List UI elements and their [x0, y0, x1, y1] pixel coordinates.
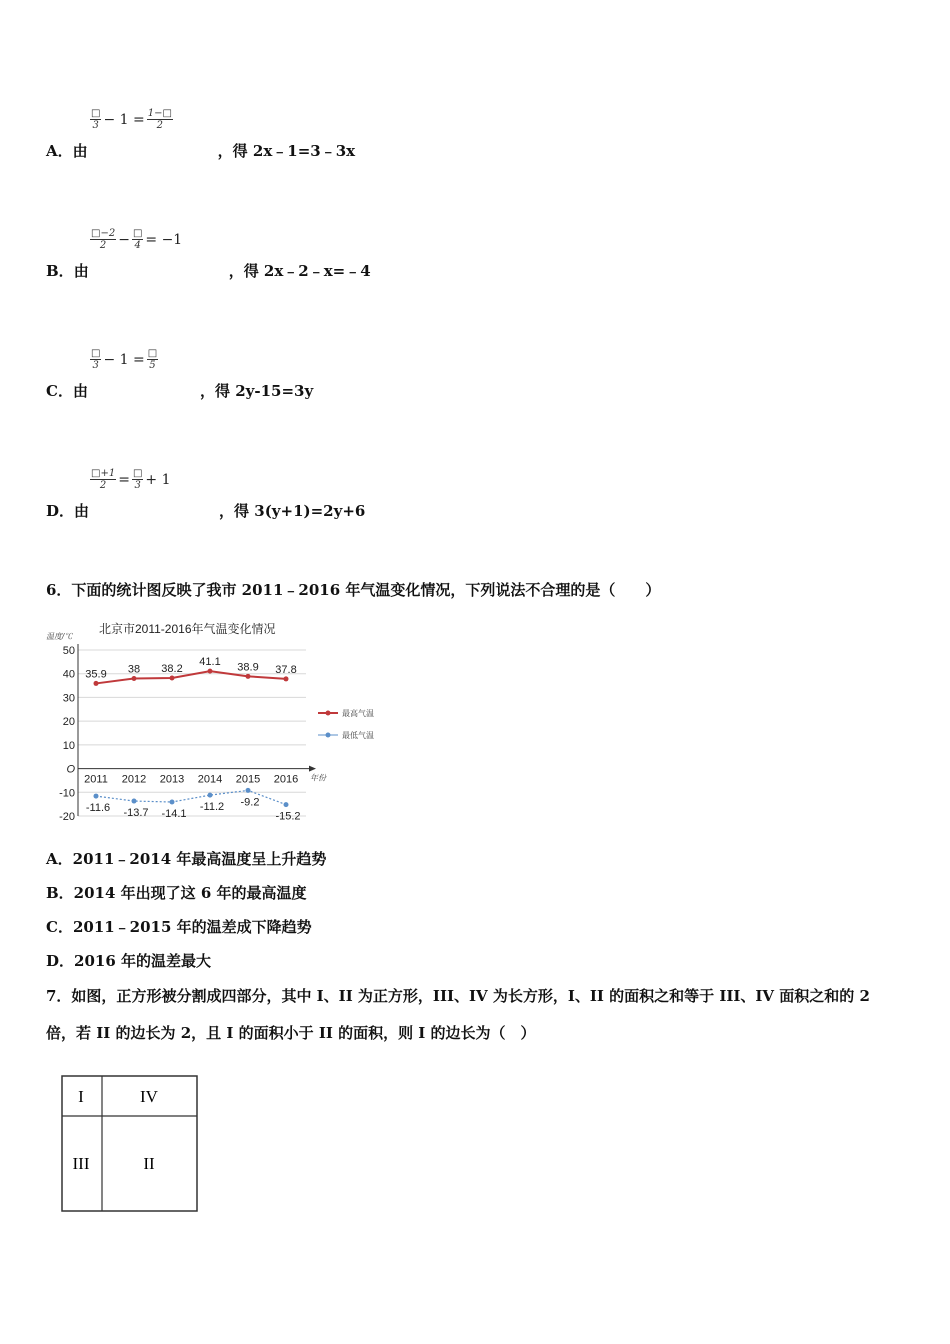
data-label: -11.2 — [199, 801, 225, 814]
legend-label: 最高气温 — [342, 709, 374, 718]
data-point — [246, 788, 251, 793]
q6-option-a: A．2011﹣2014 年最高温度呈上升趋势 — [46, 850, 327, 868]
equation-middle: − — [118, 231, 130, 248]
q5-equation-d — [90, 468, 172, 491]
data-point — [170, 675, 175, 680]
data-label: 38 — [127, 663, 141, 676]
option-letter: A． — [46, 142, 73, 160]
q5-option-a — [46, 140, 355, 161]
data-label: -15.2 — [275, 810, 301, 823]
q6-option-d: D．2016 年的温差最大 — [46, 952, 211, 970]
data-point — [246, 674, 251, 679]
equation-tail: = −1 — [145, 231, 183, 248]
data-label: -13.7 — [123, 807, 149, 820]
y-axis-label: 温度/℃ — [46, 632, 73, 641]
q5-equation-c — [90, 348, 162, 371]
question-7-line2: 倍，若 II 的边长为 2，且 I 的面积小于 II 的面积，则 I 的边长为（ ） — [46, 1024, 536, 1042]
y-tick-label: 30 — [62, 692, 75, 705]
fraction-right: $\frac{1-□}{2}$ — [147, 108, 172, 131]
x-tick-label: 2014 — [197, 773, 223, 786]
option-by: 由 — [72, 142, 88, 160]
data-point — [132, 676, 137, 681]
option-letter: D． — [46, 502, 75, 520]
data-label: 37.8 — [275, 663, 297, 676]
data-point — [132, 799, 137, 804]
option-letter: B． — [46, 262, 74, 280]
x-tick-label: 2011 — [84, 773, 108, 786]
fraction-right: $\frac{□}{5}$ — [147, 348, 158, 371]
y-tick-label: 20 — [62, 716, 75, 729]
x-tick-label: 2016 — [273, 773, 299, 786]
data-label: -14.1 — [161, 808, 187, 821]
fraction-right: $\frac{□}{4}$ — [132, 228, 143, 251]
data-point — [208, 793, 213, 798]
chart-svg — [44, 617, 404, 827]
x-tick-label: 2013 — [159, 773, 185, 786]
y-tick-label: O — [66, 763, 75, 776]
y-tick-label: 50 — [62, 645, 75, 657]
question-7-line1: 7．如图，正方形被分割成四部分，其中 I、II 为正方形，III、IV 为长方形，I、II 的面积之和等于 III、IV 面积之和的 2 — [46, 987, 870, 1005]
fraction-left: $\frac{□+1}{2}$ — [91, 468, 116, 491]
q6-option-b: B．2014 年出现了这 6 年的最高温度 — [46, 884, 307, 902]
option-by: 由 — [72, 382, 88, 400]
option-by: 由 — [74, 502, 90, 520]
equation-middle: = — [118, 471, 130, 488]
legend-label: 最低气温 — [342, 731, 374, 740]
option-by: 由 — [73, 262, 89, 280]
q5-option-d — [46, 500, 365, 521]
data-point — [94, 794, 99, 799]
q6-option-c: C．2011﹣2015 年的温差成下降趋势 — [46, 918, 312, 936]
equation-middle: − 1 = — [103, 111, 145, 128]
label-II: II — [143, 1154, 155, 1173]
data-point — [284, 802, 289, 807]
option-result: ，得 2x﹣1=3﹣3x — [217, 142, 356, 160]
x-axis-arrow — [309, 766, 316, 772]
fraction-left: $\frac{□}{3}$ — [91, 348, 101, 371]
option-result: ，得 2y-15=3y — [199, 382, 314, 400]
q5-option-b — [46, 260, 371, 281]
q5-option-c — [46, 380, 313, 401]
chart-title: 北京市2011-2016年气温变化情况 — [99, 622, 276, 636]
y-tick-label: 40 — [62, 668, 75, 681]
fraction-left: $\frac{□-2}{2}$ — [91, 228, 116, 251]
x-tick-label: 2012 — [121, 773, 147, 786]
label-IV: IV — [140, 1087, 158, 1106]
data-label: 38.2 — [161, 662, 183, 675]
data-point — [170, 800, 175, 805]
data-label: 41.1 — [199, 656, 221, 669]
x-tick-label: 2015 — [235, 773, 261, 786]
data-label: -11.6 — [85, 802, 111, 815]
label-III: III — [72, 1154, 90, 1173]
y-tick-label: -20 — [59, 811, 75, 823]
square-figure-svg — [60, 1074, 200, 1214]
data-label: 35.9 — [85, 668, 107, 681]
fraction-right: $\frac{□}{3}$ — [132, 468, 143, 491]
data-point — [284, 676, 289, 681]
option-letter: C． — [46, 382, 73, 400]
data-point — [94, 681, 99, 686]
equation-tail: + 1 — [145, 471, 171, 488]
label-I: I — [78, 1087, 84, 1106]
option-result: ，得 3(y+1)=2y+6 — [219, 502, 366, 520]
legend-marker — [326, 711, 331, 716]
y-tick-label: -10 — [59, 787, 75, 800]
question-6-text: 6．下面的统计图反映了我市 2011﹣2016 年气温变化情况，下列说法不合理的是（ ） — [46, 581, 661, 599]
data-label: 38.9 — [237, 661, 259, 674]
temperature-chart — [44, 617, 404, 827]
q5-equation-a — [90, 108, 177, 131]
q5-equation-b — [90, 228, 184, 251]
option-result: ，得 2x﹣2﹣x=﹣4 — [228, 262, 371, 280]
square-figure — [60, 1074, 200, 1218]
data-point — [208, 669, 213, 674]
y-tick-label: 10 — [62, 739, 75, 752]
fraction-left: $\frac{□}{3}$ — [91, 108, 101, 131]
legend-marker — [326, 733, 331, 738]
x-axis-label: 年份 — [310, 773, 326, 783]
data-label: -9.2 — [240, 796, 260, 809]
equation-middle: − 1 = — [103, 351, 145, 368]
